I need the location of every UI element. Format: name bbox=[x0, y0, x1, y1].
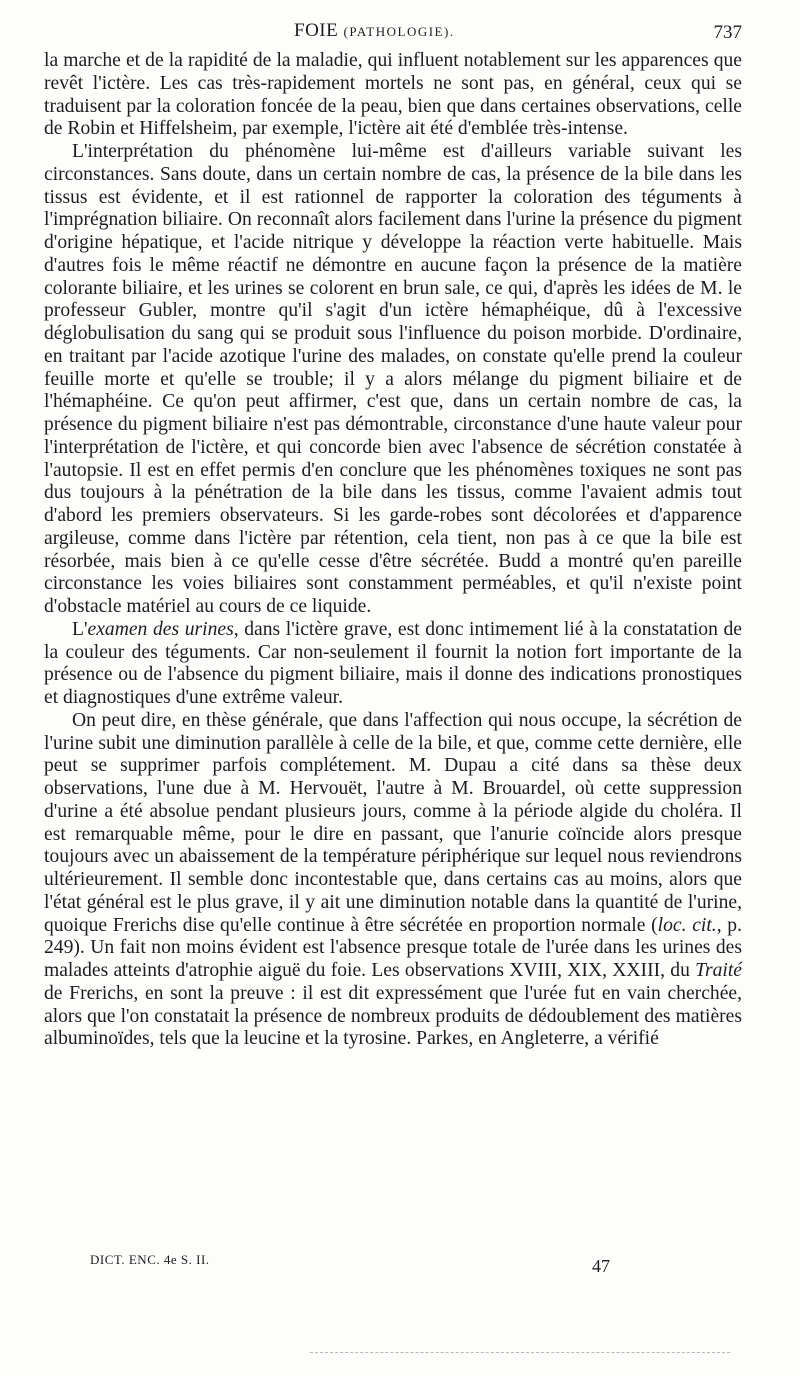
sheet-number: 47 bbox=[592, 1256, 610, 1276]
paragraph bbox=[44, 619, 742, 710]
signature-mark: DICT. ENC. 4e S. II. bbox=[90, 1252, 210, 1267]
italic-text: loc. cit. bbox=[657, 914, 717, 936]
paragraph bbox=[44, 50, 742, 141]
paragraph-text: , p. 249). Un fait non moins évident est l'absence presque totale de l'urée dans les urines des malades atteints d'atrophie aiguë du foie. Les observations XVIII, XIX, XXIII, du bbox=[44, 914, 742, 981]
paragraph-text: L'interprétation du phénomène lui-même est d'ailleurs variable suivant les circonstances. Sans doute, dans un certain nombre de cas, la présence de la bile dans les tissus est évidente, et il est rationnel de rapporter la coloration des téguments à l'imprégnation biliaire. On reconnaît alors facilement dans l'urine la présence du pigment d'origine hépatique, et l'acide nitrique y développe la réaction verte habituelle. Mais d'autres fois le même réactif ne démontre en aucune façon la présence de la matière colorante biliaire, et les urines se colorent en brun sale, ce qui, d'après les idées de M. le professeur Gubler, montre qu'il s'agit d'un ictère hémaphéique, dû à l'excessive déglobulisation du sang qui se produit sous l'influence du poison morbide. D'ordinaire, en traitant par l'acide azotique l'urine des malades, on constate qu'elle prend la couleur feuille morte et qu'elle se trouble; il y a alors mélange du pigment biliaire et de l'hémaphéine. Ce qu'on peut affirmer, c'est que, dans un certain nombre de cas, la présence du pigment biliaire n'est pas démontrable, circonstance d'une haute valeur pour l'interprétation de l'ictère, et qui concorde bien avec l'absence de sécrétion constatée à l'autopsie. Il est en effet permis d'en conclure que les phénomènes toxiques ne sont pas dus toujours à la pénétration de la bile dans les tissus, comme l'avaient admis tout d'abord les premiers observateurs. Si les garde-robes sont décolorées et d'apparence argileuse, comme dans l'ictère par rétention, cela tient, non pas à ce que la bile est résorbée, mais bien à ce qu'elle cesse d'être sécrétée. Budd a montré qu'en pareille circonstance les voies biliaires sont constamment perméables, et qu'il n'existe point d'obstacle matériel au cours de ce liquide. bbox=[44, 141, 742, 617]
paragraph-text: L' bbox=[72, 618, 88, 640]
paragraph-text: , dans l'ictère grave, est donc intimement lié à la constatation de la couleur des téguments. Car non-seulement il fournit la notion fort importante de la présence ou de l'absence du pigment biliaire, mais il donne des indications pronostiques et diagnostiques d'une extrême valeur. bbox=[44, 618, 743, 708]
italic-text: Traité bbox=[695, 960, 742, 981]
paragraph bbox=[44, 141, 742, 619]
paragraph bbox=[44, 710, 742, 1051]
header-title-subtitle: (PATHOLOGIE). bbox=[343, 24, 455, 39]
header-title-main: FOIE bbox=[294, 20, 339, 41]
header-title bbox=[294, 20, 455, 42]
italic-text: examen des urines bbox=[87, 618, 234, 640]
running-header bbox=[44, 14, 742, 50]
paragraph-text: On peut dire, en thèse générale, que dans l'affection qui nous occupe, la sécrétion de l'urine subit une diminution parallèle à celle de la bile, et que, comme cette dernière, elle peut se supprimer parfois complétement. M. Dupau a cité dans sa thèse deux observations, l'une due à M. Hervouët, l'autre à M. Brouardel, où cette suppression d'urine a été absolue pendant plusieurs jours, comme à la période algide du choléra. Il est remarquable même, pour le dire en passant, que l'anurie coïncide alors presque toujours avec un abaissement de la température périphérique sur lequel nous reviendrons ultérieurement. Il semble donc incontestable que, dans certains cas au moins, alors que l'état général est le plus grave, il y ait une diminution notable dans la quantité de l'urine, quoique Frerichs dise qu'elle continue à être sécrétée en proportion normale ( bbox=[44, 709, 742, 936]
page-number: 737 bbox=[713, 22, 742, 43]
page-footer bbox=[44, 1246, 742, 1286]
paragraph-text: la marche et de la rapidité de la maladie, qui influent notablement sur les apparences que revêt l'ictère. Les cas très-rapidement mortels ne sont pas, en général, ceux qui se traduisent par la coloration foncée de la peau, bien que dans certaines observations, celle de Robin et Hiffelsheim, par exemple, l'ictère ait été d'emblée très-intense. bbox=[44, 50, 742, 140]
bottom-rule bbox=[310, 1352, 730, 1353]
body-text bbox=[44, 50, 742, 1051]
paragraph-text: de Frerichs, en sont la preuve : il est dit expressément que l'urée fut en vain cherchée, alors que l'on constatait la présence de nombreux produits de dédoublement des matières albuminoïdes, tels que la leucine et la tyrosine. Parkes, en Angleterre, a vérifié bbox=[44, 982, 742, 1050]
